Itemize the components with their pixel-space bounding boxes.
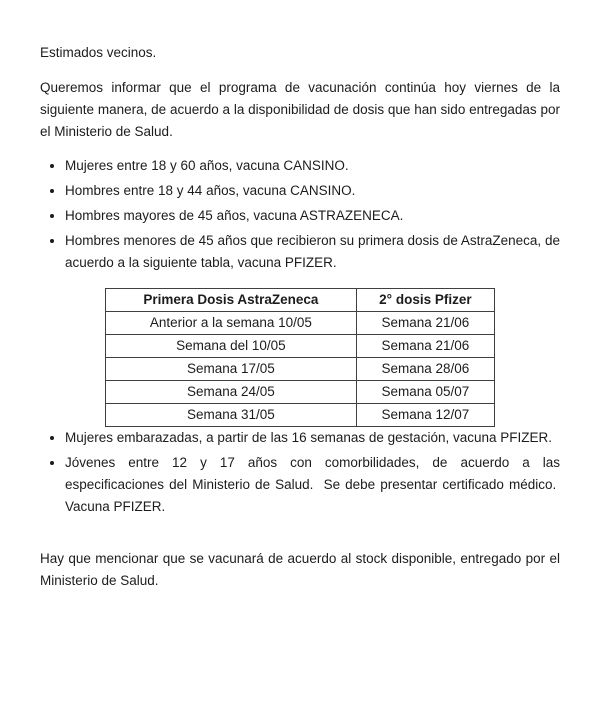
list-item: • Hombres menores de 45 años que recibieron su primera dosis de AstraZeneca, de acuerdo a la siguiente tabla, vacuna PFIZER. [65, 230, 560, 274]
greeting-line: Estimados vecinos. [40, 45, 157, 60]
closing-paragraph: Hay que mencionar que se vacunará de acuerdo al stock disponible, entregado por el Ministerio de Salud. [40, 551, 560, 588]
table-row [106, 312, 495, 335]
table-header-row [106, 289, 495, 312]
table-cell: Semana 21/06 [356, 335, 494, 358]
intro-paragraph: Queremos informar que el programa de vacunación continúa hoy viernes de la siguiente manera, de acuerdo a la disponibilidad de dosis que han sido entregadas por el Ministerio de Salud. [40, 80, 560, 139]
list-item: • Hombres mayores de 45 años, vacuna ASTRAZENECA. [65, 205, 560, 227]
table-cell: Semana 21/06 [356, 312, 494, 335]
table-row [106, 381, 495, 404]
list-item: • Mujeres embarazadas, a partir de las 16 semanas de gestación, vacuna PFIZER. [65, 427, 560, 449]
table-row [106, 358, 495, 381]
list-item: • Jóvenes entre 12 y 17 años con comorbilidades, de acuerdo a las especificaciones del Ministerio de Salud. Se debe presentar certificado médico. Vacuna PFIZER. [65, 452, 560, 518]
table-cell: Semana 31/05 [106, 404, 357, 427]
column-header-astrazeneca: Primera Dosis AstraZeneca [106, 289, 357, 312]
table-cell: Semana 12/07 [356, 404, 494, 427]
table-cell: Semana 24/05 [106, 381, 357, 404]
list-item: • Mujeres entre 18 y 60 años, vacuna CANSINO. [65, 155, 560, 177]
table-cell: Anterior a la semana 10/05 [106, 312, 357, 335]
list-item: • Hombres entre 18 y 44 años, vacuna CANSINO. [65, 180, 560, 202]
table-cell: Semana del 10/05 [106, 335, 357, 358]
additional-groups-list [40, 427, 560, 518]
column-header-pfizer: 2° dosis Pfizer [356, 289, 494, 312]
table-row [106, 404, 495, 427]
table-cell: Semana 05/07 [356, 381, 494, 404]
table-row [106, 335, 495, 358]
dose-schedule-table [105, 288, 495, 427]
table-cell: Semana 28/06 [356, 358, 494, 381]
table-head [106, 289, 495, 312]
table-cell: Semana 17/05 [106, 358, 357, 381]
vaccine-groups-list [40, 155, 560, 274]
table-body [106, 312, 495, 427]
